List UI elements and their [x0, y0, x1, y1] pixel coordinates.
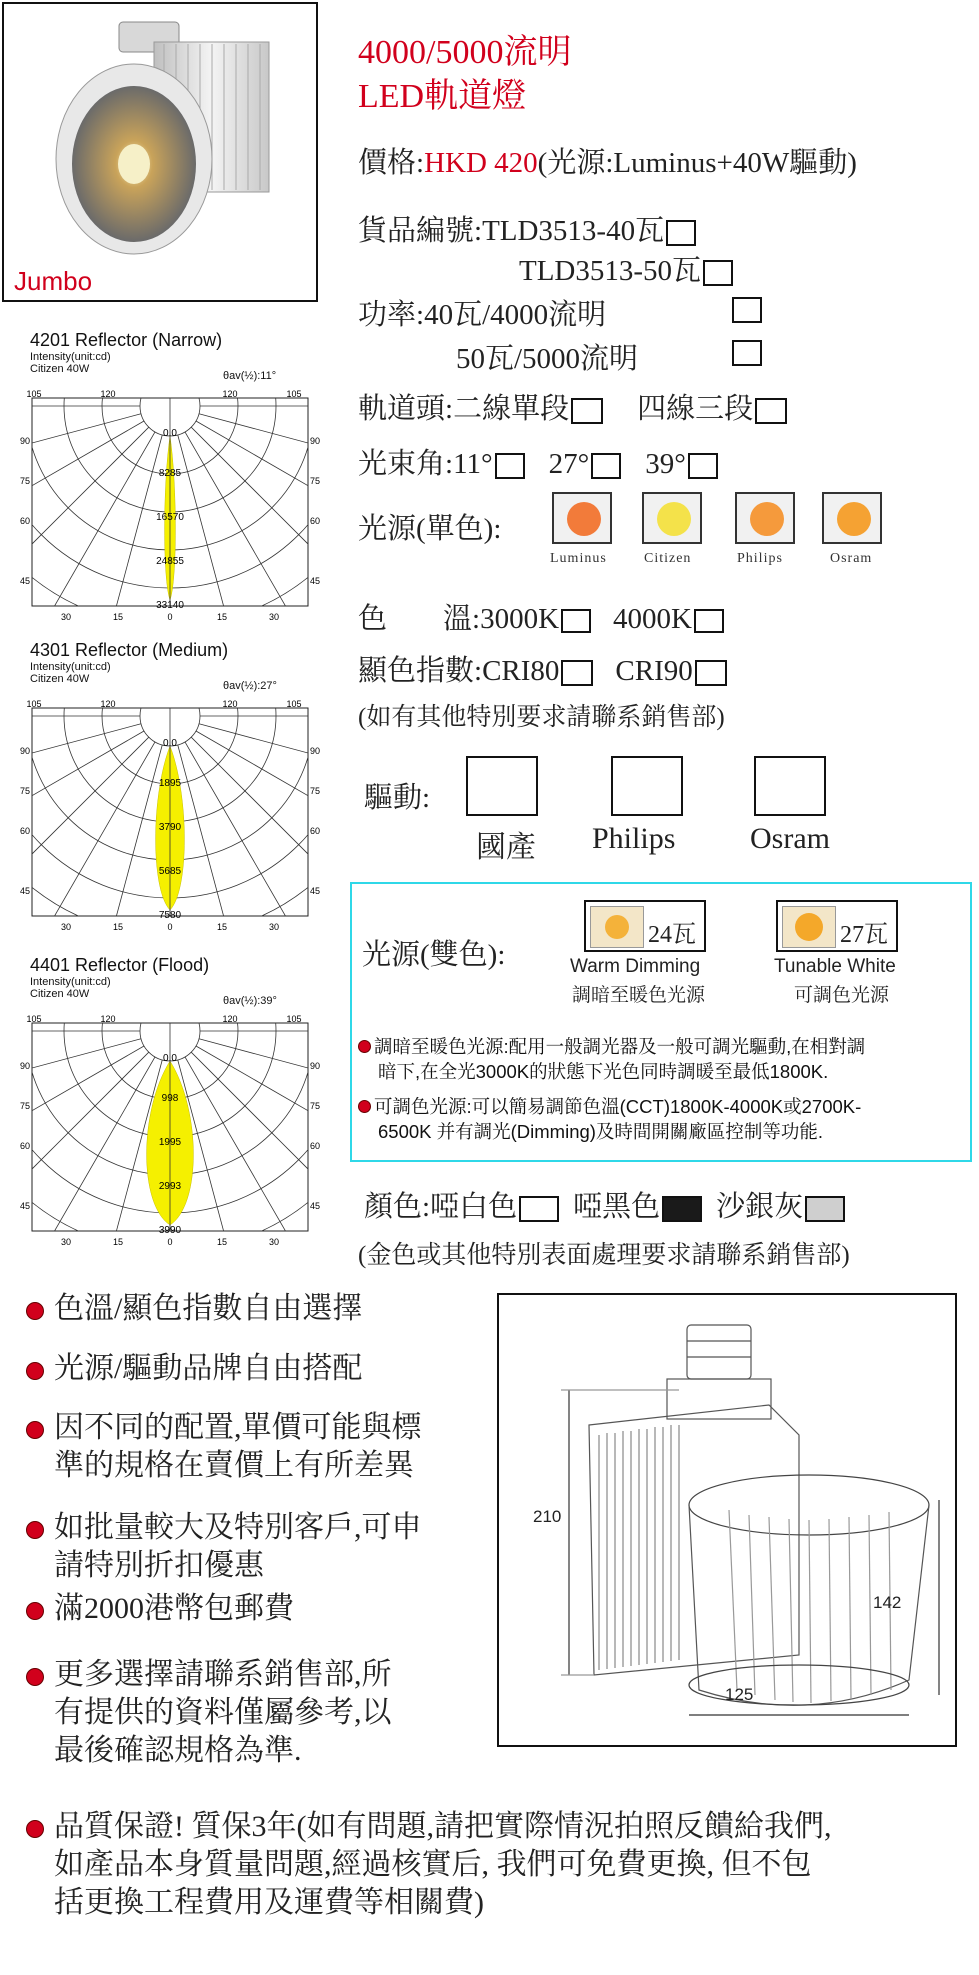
- dimension-drawing-frame: [497, 1293, 957, 1747]
- philips-led-icon: [750, 502, 784, 536]
- polar-axis-bottom-label: 15: [216, 922, 228, 932]
- polar-title: 4201 Reflector (Narrow): [30, 330, 223, 350]
- dual-note-2-line1: 可調色光源:可以簡易調節色溫(CCT)1800K-4000K或2700K-: [374, 1096, 862, 1117]
- polar-axis-bottom-label: 30: [268, 922, 280, 932]
- dual-note-1-line1: 調暗至暖色光源:配用一般調光器及一般可調光驅動,在相對調: [374, 1036, 866, 1057]
- polar-title: 4401 Reflector (Flood): [30, 955, 210, 975]
- polar-unit: Intensity(unit:cd): [30, 661, 111, 673]
- polar-axis-side-label: 45: [310, 576, 321, 586]
- polar-intensity-value: 24855: [156, 556, 184, 567]
- beam-checkbox-1[interactable]: [495, 453, 525, 479]
- driver-option-3: Osram: [750, 822, 830, 855]
- chip-label-luminus: Luminus: [550, 551, 607, 566]
- item-no-row-2: [519, 248, 733, 289]
- dual-item-1: [584, 900, 706, 952]
- warm-dimming-led-icon: [590, 906, 644, 948]
- feature-bullet-line: 準的規格在賣價上有所差異: [54, 1449, 414, 1482]
- beam-checkbox-2[interactable]: [591, 453, 621, 479]
- feature-bullet-line: 請特別折扣優惠: [54, 1549, 264, 1582]
- polar-axis-side-label: 45: [19, 576, 30, 586]
- dual-watt-1: 24瓦: [648, 922, 696, 948]
- cri-row: [358, 648, 727, 689]
- item-no-row-1: [358, 208, 696, 249]
- cri-label: 顯色指數:: [358, 655, 483, 687]
- polar-axis-bottom-label: 30: [60, 1237, 72, 1247]
- polar-unit: Intensity(unit:cd): [30, 976, 111, 988]
- power-option-1: 40瓦/4000流明: [424, 299, 607, 331]
- feature-bullet-line: 更多選擇請聯系銷售部,所: [54, 1658, 392, 1691]
- feature-bullet-line: 色溫/顯色指數自由選擇: [54, 1292, 363, 1325]
- driver-option-2: Philips: [592, 822, 676, 855]
- driver-label: 驅動:: [364, 782, 431, 814]
- finish-option-2: 啞黑色: [573, 1191, 661, 1223]
- feature-bullet-line: 滿2000港幣包郵費: [54, 1592, 294, 1625]
- dim-diameter: 125: [725, 1685, 754, 1704]
- warranty-line-1: 品質保證! 質保3年(如有問題,請把實際情況拍照反饋給我們,: [54, 1810, 832, 1843]
- track-option-1: 二線單段: [453, 393, 570, 425]
- polar-axis-side-label: 75: [19, 1101, 30, 1111]
- finish-swatch-silver[interactable]: [805, 1196, 845, 1222]
- finish-row: [364, 1184, 845, 1225]
- cct-row: [358, 596, 724, 637]
- price-value: HKD 420: [424, 147, 538, 179]
- bullet-dot-icon: [26, 1421, 44, 1439]
- polar-axis-side-label: 60: [19, 516, 30, 526]
- polar-diagram-3: [19, 955, 321, 1247]
- power-row-1: [358, 292, 606, 333]
- polar-intensity-value: 3990: [158, 1225, 182, 1236]
- note-bullet-icon: [358, 1040, 371, 1053]
- polar-axis-side-label: 90: [19, 1061, 30, 1071]
- dual-note-1: [358, 1034, 963, 1084]
- beam-label: 光束角:: [358, 448, 454, 480]
- power-option-2: 50瓦/5000流明: [456, 343, 639, 375]
- polar-axis-bottom-label: 15: [216, 612, 228, 622]
- polar-chart: [19, 389, 321, 630]
- citizen-led-icon: [657, 502, 691, 536]
- power-checkbox-1[interactable]: [732, 297, 762, 323]
- chip-label-philips: Philips: [737, 551, 783, 566]
- dual-note-2-line2: 6500K 并有調光(Dimming)及時間開關廠區控制等功能.: [378, 1121, 824, 1142]
- polar-axis-top-label: 120: [222, 389, 238, 399]
- polar-axis-top-label: 105: [26, 1014, 42, 1024]
- warranty-bullet-icon: [26, 1820, 44, 1838]
- cct-checkbox-2[interactable]: [694, 609, 724, 633]
- driver-option-1: 國產: [476, 831, 536, 864]
- polar-angle: θav(½):27°: [223, 680, 277, 692]
- polar-axis-side-label: 90: [310, 1061, 321, 1071]
- beam-option-3: 39°: [645, 448, 686, 480]
- polar-axis-bottom-label: 30: [60, 612, 72, 622]
- feature-bullet-line: 光源/驅動品牌自由搭配: [54, 1352, 363, 1385]
- polar-axis-bottom-label: 30: [268, 1237, 280, 1247]
- polar-axis-side-label: 60: [19, 1141, 30, 1151]
- polar-axis-bottom-label: 15: [112, 922, 124, 932]
- chip-label-citizen: Citizen: [644, 551, 692, 566]
- dual-item-2: [776, 900, 898, 952]
- dimension-drawing: [499, 1295, 955, 1745]
- price-row: [358, 140, 857, 181]
- polar-title: 4301 Reflector (Medium): [30, 640, 229, 660]
- polar-axis-side-label: 90: [19, 436, 30, 446]
- dim-height: 210: [533, 1507, 562, 1526]
- polar-axis-side-label: 75: [310, 476, 321, 486]
- polar-axis-top-label: 120: [100, 1014, 116, 1024]
- bullet-dot-icon: [26, 1362, 44, 1380]
- polar-axis-side-label: 75: [19, 786, 30, 796]
- polar-chart: [19, 699, 321, 940]
- bullet-dot-icon: [26, 1302, 44, 1320]
- feature-bullet-line: 最後確認規格為準.: [54, 1734, 302, 1767]
- power-checkbox-2[interactable]: [732, 340, 762, 366]
- dual-en-2: Tunable White: [774, 956, 896, 977]
- item-no-option-2: TLD3513-50瓦: [519, 255, 702, 287]
- price-label: 價格:: [358, 147, 425, 179]
- finish-option-1: 啞白色: [430, 1191, 518, 1223]
- warranty-line-2: 如產品本身質量問題,經過核實后, 我們可免費更換, 但不包: [54, 1848, 812, 1881]
- dual-note-2: [358, 1094, 963, 1144]
- polar-axis-top-label: 120: [222, 1014, 238, 1024]
- cct-checkbox-1[interactable]: [561, 609, 591, 633]
- polar-axis-side-label: 60: [310, 1141, 321, 1151]
- polar-axis-top-label: 105: [286, 699, 302, 709]
- polar-diagram-1: [19, 330, 321, 622]
- polar-axis-side-label: 45: [19, 1201, 30, 1211]
- cct-label-a: 色: [358, 603, 388, 635]
- item-no-label: 貨品編號:: [358, 215, 483, 247]
- track-option-2: 四線三段: [637, 393, 754, 425]
- polar-chart: [19, 1014, 321, 1255]
- power-row-2: [456, 336, 638, 377]
- polar-axis-side-label: 75: [310, 1101, 321, 1111]
- badge-jumbo: Jumbo: [14, 266, 93, 296]
- finish-option-3: 沙銀灰: [716, 1191, 804, 1223]
- beam-option-1: 11°: [453, 448, 493, 480]
- finish-note: (金色或其他特別表面處理要求請聯系銷售部): [358, 1242, 850, 1269]
- track-light-image: [4, 4, 316, 300]
- polar-source: Citizen 40W: [30, 673, 90, 685]
- finish-swatch-white[interactable]: [519, 1196, 559, 1222]
- polar-axis-side-label: 60: [310, 826, 321, 836]
- bullet-dot-icon: [26, 1668, 44, 1686]
- chip-citizen[interactable]: [642, 492, 702, 544]
- polar-intensity-value: 0.0: [163, 1053, 177, 1064]
- page-title: 4000/5000流明: [358, 34, 572, 71]
- chip-label-osram: Osram: [830, 551, 873, 566]
- tunable-white-led-icon: [782, 906, 836, 948]
- bullet-dot-icon: [26, 1521, 44, 1539]
- polar-intensity-value: 8285: [158, 468, 182, 479]
- polar-axis-top-label: 120: [100, 389, 116, 399]
- dual-watt-2: 27瓦: [840, 922, 888, 948]
- polar-angle: θav(½):11°: [223, 370, 277, 382]
- cct-option-2: 4000K: [613, 603, 692, 635]
- polar-axis-top-label: 105: [286, 389, 302, 399]
- dim-depth: 142: [873, 1593, 902, 1612]
- driver-checkbox-2[interactable]: [611, 756, 683, 816]
- driver-checkbox-3[interactable]: [754, 756, 826, 816]
- driver-checkbox-1[interactable]: [466, 756, 538, 816]
- polar-source: Citizen 40W: [30, 988, 90, 1000]
- cri-option-1: CRI80: [482, 655, 560, 687]
- beam-option-2: 27°: [548, 448, 590, 480]
- cri-checkbox-1[interactable]: [561, 660, 593, 686]
- dual-color-panel: [350, 882, 972, 1162]
- power-label: 功率:: [358, 299, 425, 331]
- bullet-dot-icon: [26, 1602, 44, 1620]
- finish-label: 顏色:: [364, 1191, 431, 1223]
- osram-led-icon: [837, 502, 871, 536]
- note-bullet-icon: [358, 1100, 371, 1113]
- track-checkbox-1[interactable]: [571, 398, 603, 424]
- product-photo-frame: [2, 2, 318, 302]
- chip-osram[interactable]: [822, 492, 882, 544]
- polar-intensity-value: 998: [161, 1093, 179, 1104]
- polar-axis-side-label: 90: [310, 436, 321, 446]
- finish-swatch-black[interactable]: [662, 1196, 702, 1222]
- polar-axis-top-label: 105: [26, 699, 42, 709]
- dual-label: 光源(雙色):: [362, 939, 506, 971]
- track-row: [358, 386, 787, 427]
- beam-checkbox-3[interactable]: [688, 453, 718, 479]
- dual-note-1-line2: 暗下,在全光3000K的狀態下光色同時調暖至最低1800K.: [378, 1061, 829, 1082]
- feature-bullet-line: 如批量較大及特別客戶,可申: [54, 1511, 422, 1544]
- polar-axis-side-label: 90: [310, 746, 321, 756]
- polar-intensity-value: 1995: [158, 1137, 182, 1148]
- polar-axis-side-label: 45: [19, 886, 30, 896]
- polar-intensity-value: 2993: [158, 1181, 182, 1192]
- price-note: (光源:Luminus+40W驅動): [537, 147, 857, 179]
- polar-axis-bottom-label: 30: [60, 922, 72, 932]
- cct-label-b: 溫:: [443, 603, 481, 635]
- special-request-note: (如有其他特別要求請聯系銷售部): [358, 704, 725, 731]
- polar-axis-bottom-label: 15: [112, 612, 124, 622]
- polar-intensity-value: 3790: [158, 822, 182, 833]
- polar-axis-side-label: 75: [310, 786, 321, 796]
- track-checkbox-2[interactable]: [755, 398, 787, 424]
- polar-axis-side-label: 75: [19, 476, 30, 486]
- polar-axis-top-label: 120: [100, 699, 116, 709]
- polar-intensity-value: 0.0: [163, 738, 177, 749]
- polar-axis-top-label: 105: [26, 389, 42, 399]
- polar-axis-side-label: 60: [310, 516, 321, 526]
- polar-angle: θav(½):39°: [223, 995, 277, 1007]
- polar-axis-side-label: 90: [19, 746, 30, 756]
- polar-axis-bottom-label: 15: [112, 1237, 124, 1247]
- polar-diagram-2: [19, 640, 321, 932]
- track-label: 軌道頭:: [358, 393, 454, 425]
- feature-bullet-line: 有提供的資料僅屬參考,以: [54, 1696, 392, 1729]
- polar-axis-side-label: 45: [310, 886, 321, 896]
- polar-intensity-value: 1895: [158, 778, 182, 789]
- polar-intensity-value: 16570: [156, 512, 184, 523]
- polar-axis-side-label: 60: [19, 826, 30, 836]
- dual-zh-2: 可調色光源: [794, 985, 890, 1006]
- polar-intensity-value: 0.0: [163, 428, 177, 439]
- source-single-label: 光源(單色):: [358, 513, 502, 545]
- warranty-line-3: 括更換工程費用及運費等相關費): [54, 1886, 484, 1919]
- cri-checkbox-2[interactable]: [695, 660, 727, 686]
- chip-luminus[interactable]: [552, 492, 612, 544]
- polar-axis-bottom-label: 0: [167, 1237, 173, 1247]
- polar-intensity-value: 5685: [158, 866, 182, 877]
- polar-intensity-value: 33140: [156, 600, 184, 611]
- feature-bullet-line: 因不同的配置,單價可能與標: [54, 1411, 422, 1444]
- item-no-checkbox-1[interactable]: [666, 220, 696, 246]
- luminus-led-icon: [567, 502, 601, 536]
- page-subtitle: LED軌道燈: [358, 78, 527, 115]
- polar-axis-top-label: 120: [222, 699, 238, 709]
- polar-unit: Intensity(unit:cd): [30, 351, 111, 363]
- chip-philips[interactable]: [735, 492, 795, 544]
- cct-option-1: 3000K: [480, 603, 560, 635]
- polar-axis-bottom-label: 0: [167, 922, 173, 932]
- dual-en-1: Warm Dimming: [570, 956, 701, 977]
- dual-zh-1: 調暗至暖色光源: [572, 985, 706, 1006]
- polar-axis-top-label: 105: [286, 1014, 302, 1024]
- polar-axis-bottom-label: 30: [268, 612, 280, 622]
- item-no-checkbox-2[interactable]: [703, 260, 733, 286]
- item-no-option-1: TLD3513-40瓦: [482, 215, 665, 247]
- polar-axis-side-label: 45: [310, 1201, 321, 1211]
- beam-row: [358, 441, 718, 482]
- cri-option-2: CRI90: [615, 655, 693, 687]
- polar-intensity-value: 7580: [158, 910, 182, 921]
- polar-axis-bottom-label: 0: [167, 612, 173, 622]
- polar-axis-bottom-label: 15: [216, 1237, 228, 1247]
- polar-source: Citizen 40W: [30, 363, 90, 375]
